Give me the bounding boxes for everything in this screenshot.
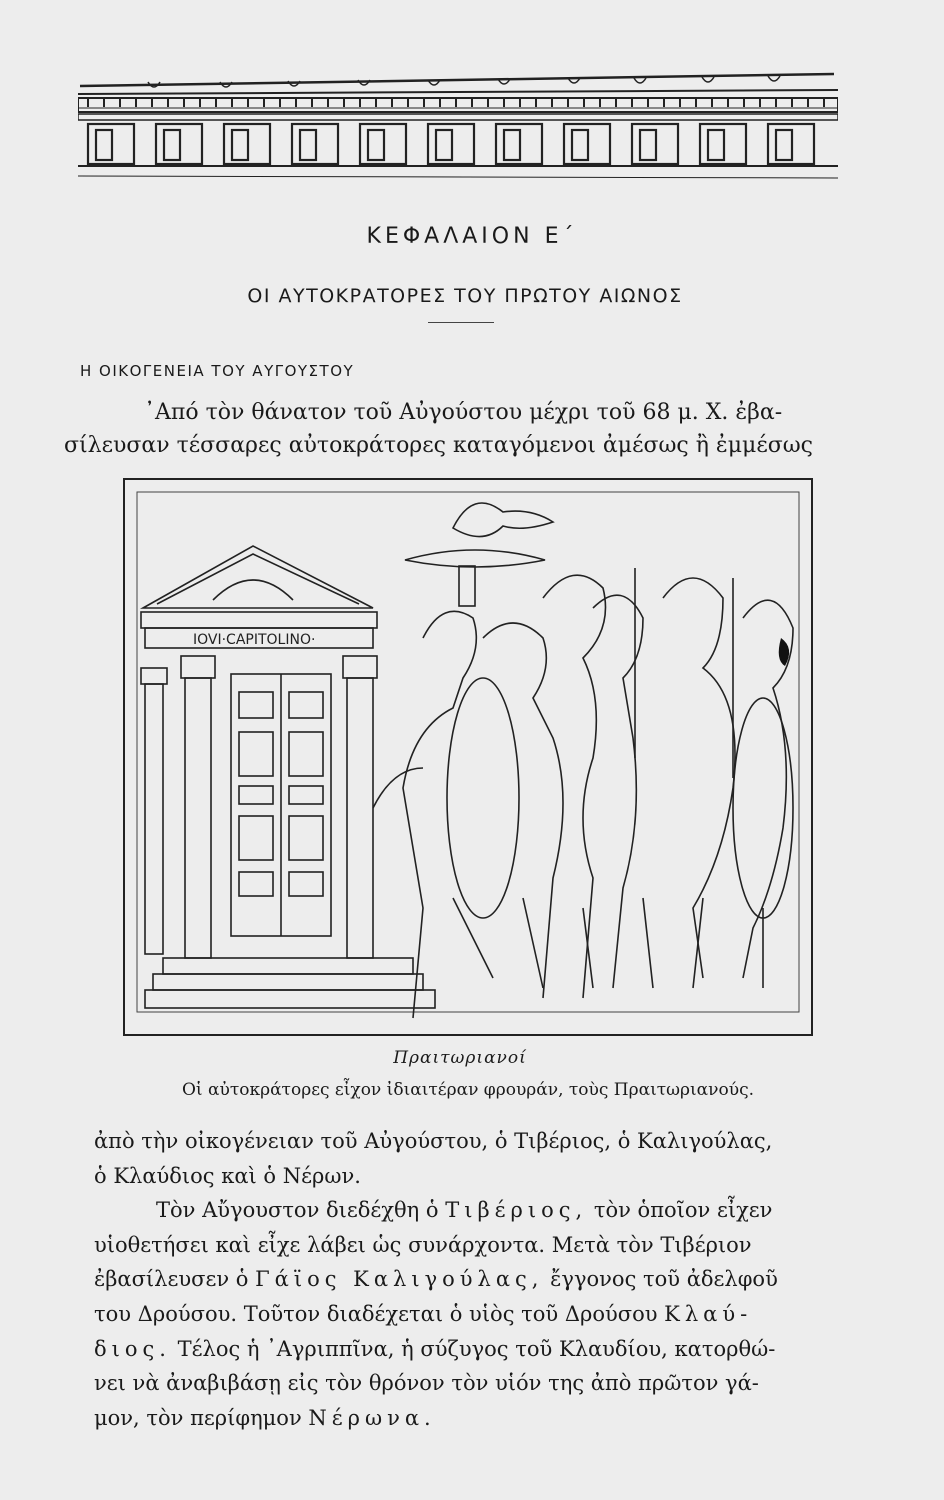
intro-line: σίλευσαν τέσσαρες αὐτοκράτορες καταγόμενοι ἀμέσως ἢ ἐμμέσως [64, 433, 813, 458]
text-run: ἐβασίλευσεν ὁ [94, 1267, 256, 1292]
temple-inscription: IOVI·CAPITOLINO· [193, 632, 316, 648]
title-divider [428, 322, 494, 323]
text-run: του Δρούσου. Τοῦτον διαδέχεται ὁ υἱὸς τοῦ Δρούσου [94, 1301, 665, 1326]
intro-paragraph [64, 396, 854, 462]
text-run: μον, τὸν περίφημον [94, 1405, 309, 1430]
praetorians-illustration [123, 478, 813, 1036]
text-line [94, 1262, 864, 1297]
section-title: Η ΟΙΚΟΓΕΝΕΙΑ ΤΟΥ ΑΥΓΟΥΣΤΟΥ [80, 362, 355, 380]
figure-caption-title: Πραιτωριανοί [393, 1048, 527, 1068]
body-text [94, 1124, 864, 1435]
text-line [94, 1332, 864, 1367]
text-line: ὁ Κλαύδιος καὶ ὁ Νέρων. [94, 1163, 361, 1188]
chapter-title: ΚΕΦΑΛΑΙΟΝ Ε΄ [366, 224, 578, 249]
emphasized-name: διος. [94, 1336, 171, 1361]
emphasized-name: Τιβέριος, [445, 1198, 588, 1223]
intro-line: ᾿Από τὸν θάνατον τοῦ Αὐγούστου μέχρι τοῦ 68 μ. Χ. ἐβα- [144, 400, 783, 425]
text-line [94, 1401, 864, 1436]
text-run: ἔγγονος τοῦ ἀδελφοῦ [543, 1267, 778, 1292]
text-run: Τέλος ἡ ᾿Αγριππῖνα, ἡ σύζυγος τοῦ Κλαυδίου, κατορθώ- [170, 1336, 776, 1361]
text-line [94, 1297, 864, 1332]
text-line: υἱοθετήσει καὶ εἶχε λάβει ὡς συνάρχοντα. Μετὰ τὸν Τιβέριον [94, 1232, 752, 1257]
figure-caption-text: Οἱ αὐτοκράτορες εἶχον ἰδιαιτέραν φρουράν, τοὺς Πραιτωριανούς. [182, 1080, 754, 1100]
text-line [94, 1193, 864, 1228]
text-line: ἀπὸ τὴν οἰκογένειαν τοῦ Αὐγούστου, ὁ Τιβέριος, ὁ Καλιγούλας, [94, 1129, 773, 1153]
emphasized-name: Γάϊος Καλιγούλας, [255, 1267, 544, 1292]
text-run: τὸν ὁποῖον εἶχεν [587, 1198, 773, 1223]
chapter-subtitle: ΟΙ ΑΥΤΟΚΡΑΤΟΡΕΣ ΤΟΥ ΠΡΩΤΟΥ ΑΙΩΝΟΣ [247, 285, 683, 307]
emphasized-name: Νέρωνα. [308, 1405, 436, 1430]
text-line: νει νὰ ἀναβιβάσῃ εἰς τὸν θρόνον τὸν υἱόν της ἀπὸ πρῶτον γά- [94, 1371, 759, 1396]
frieze-ornament [78, 70, 838, 182]
emphasized-name: Κλαύ- [664, 1301, 753, 1326]
text-run: Τὸν Αὔγουστον διεδέχθη ὁ [156, 1198, 446, 1223]
